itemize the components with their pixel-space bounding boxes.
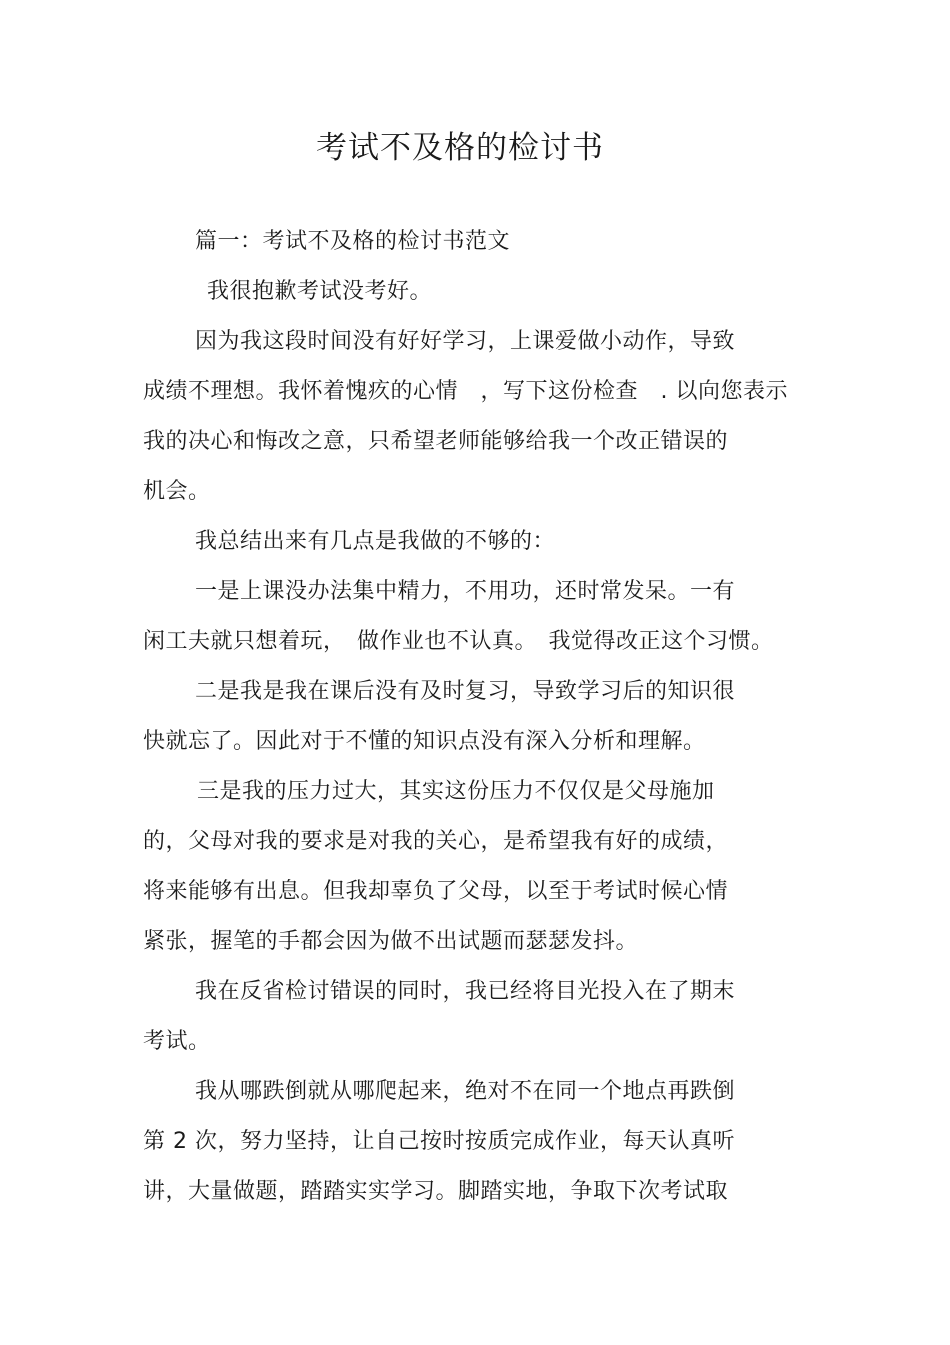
paragraph-line: 我在反省检讨错误的同时，我已经将目光投入在了期末 (195, 979, 736, 1004)
paragraph-line: 的，父母对我的要求是对我的关心，是希望我有好的成绩， (143, 829, 729, 854)
paragraph-line: 快就忘了。因此对于不懂的知识点没有深入分析和理解。 (143, 729, 706, 754)
paragraph-line: 我从哪跌倒就从哪爬起来，绝对不在同一个地点再跌倒 (195, 1079, 736, 1104)
paragraph-line: 二是我是我在课后没有及时复习，导致学习后的知识很 (195, 679, 736, 704)
paragraph-line: 成绩不理想。我怀着愧疚的心情 ，写下这份检查 . 以向您表示 (143, 379, 788, 404)
paragraph-line: 我的决心和悔改之意，只希望老师能够给我一个改正错误的 (143, 429, 729, 454)
paragraph-line: 紧张，握笔的手都会因为做不出试题而瑟瑟发抖。 (143, 929, 639, 954)
paragraph-line: 闲工夫就只想着玩， 做作业也不认真。 我觉得改正这个习惯。 (143, 629, 774, 654)
paragraph-line: 机会。 (143, 479, 211, 504)
paragraph-line: 第 2 次，努力坚持，让自己按时按质完成作业，每天认真听 (143, 1129, 735, 1154)
paragraph-line: 因为我这段时间没有好好学习，上课爱做小动作，导致 (195, 329, 736, 354)
section-heading: 篇一：考试不及格的检讨书范文 (195, 229, 511, 254)
paragraph-line: 将来能够有出息。但我却辜负了父母，以至于考试时候心情 (143, 879, 729, 904)
document-title: 考试不及格的检讨书 (316, 130, 604, 166)
paragraph-line: 考试。 (143, 1029, 211, 1054)
paragraph-line: 我很抱歉考试没考好。 (207, 279, 433, 304)
paragraph-line: 我总结出来有几点是我做的不够的： (195, 529, 556, 554)
paragraph-line: 讲，大量做题，踏踏实实学习。脚踏实地，争取下次考试取 (143, 1179, 729, 1204)
paragraph-line: 三是我的压力过大，其实这份压力不仅仅是父母施加 (197, 779, 715, 804)
paragraph-line: 一是上课没办法集中精力，不用功，还时常发呆。一有 (195, 579, 736, 604)
